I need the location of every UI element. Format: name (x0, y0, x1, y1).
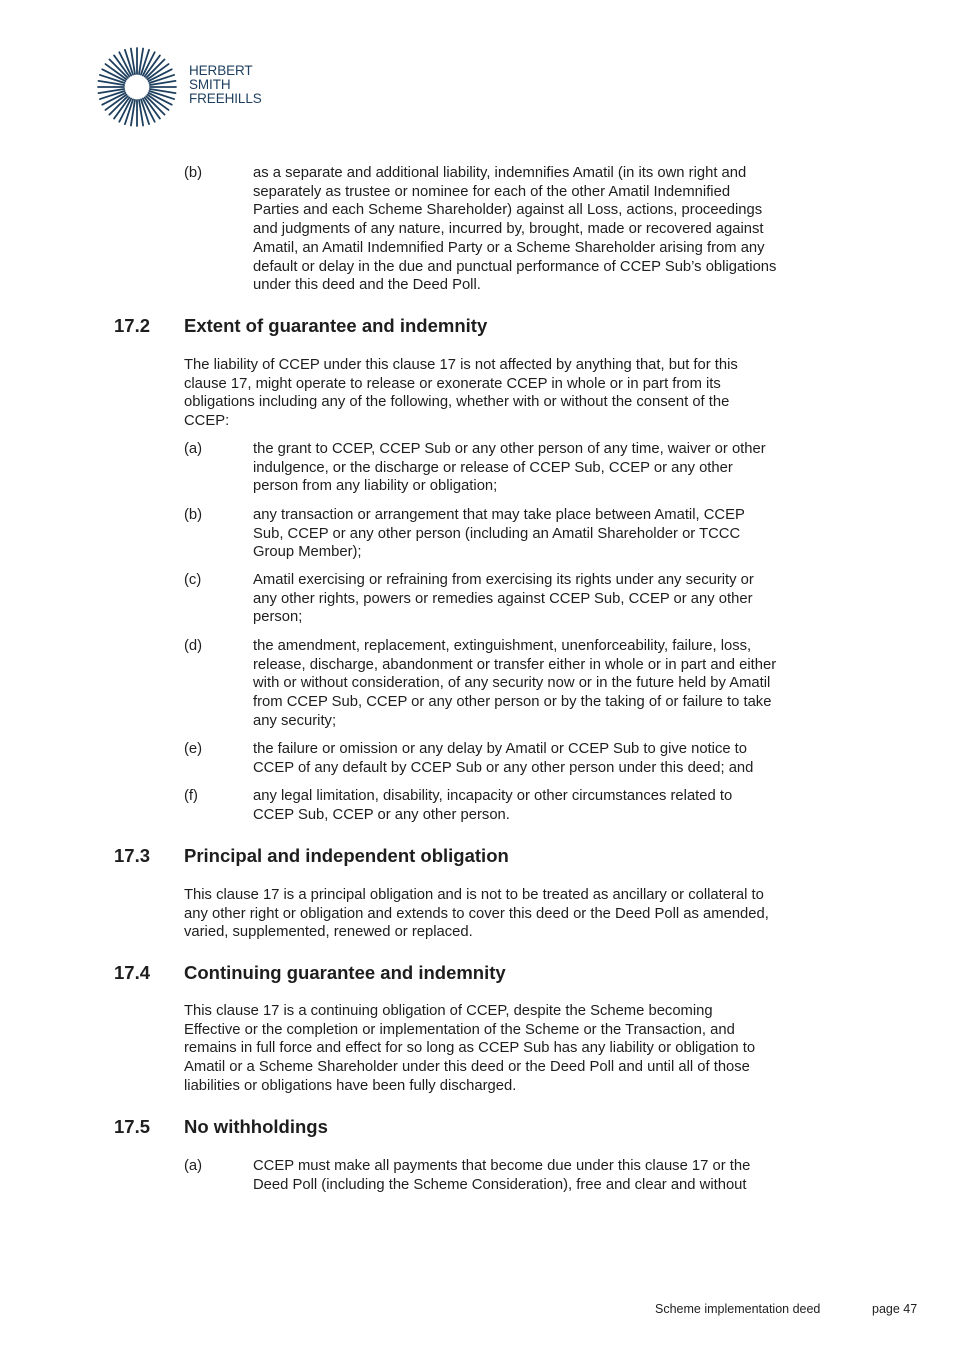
footer-doc-title: Scheme implementation deed (655, 1302, 821, 1316)
section-body (184, 886, 844, 942)
text-line: clause 17, might operate to release or exonerate CCEP in whole or in part from its (184, 375, 721, 392)
text-line: remains in full force and effect for so long as CCEP Sub has any liability or obligation to (184, 1040, 756, 1057)
text-line: release, discharge, abandonment or transfer either in whole or in part and either (253, 656, 777, 673)
text-line: from CCEP Sub, CCEP or any other person or by the taking of or failure to take (253, 694, 772, 711)
text-line: under this deed and the Deed Poll. (253, 277, 481, 294)
section-title: Extent of guarantee and indemnity (184, 315, 488, 336)
text-line: liabilities or obligations have been fully discharged. (184, 1077, 517, 1094)
item-label: (b) (184, 507, 203, 523)
text-line: any security; (253, 712, 337, 729)
text-line: varied, supplemented, renewed or replaced. (184, 924, 473, 941)
text-line: Effective or the completion or implementation of the Scheme or the Transaction, and (184, 1021, 735, 1038)
item-text (253, 164, 776, 295)
text-line: Amatil or a Scheme Shareholder under this deed or the Deed Poll and until all of those (184, 1059, 750, 1076)
text-line: the grant to CCEP, CCEP Sub or any other person of any time, waiver or other (253, 441, 766, 457)
item-text (253, 740, 753, 777)
text-line: Sub, CCEP or any other person (including an Amatil Shareholder or TCCC (253, 525, 741, 542)
item-text (253, 571, 754, 627)
firm-name-line: FREEHILLS (189, 91, 262, 106)
text-line: Parties and each Scheme Shareholder) against all Loss, actions, proceedings (253, 202, 763, 219)
text-line: Amatil exercising or refraining from exercising its rights under any security or (253, 572, 754, 588)
text-line: Group Member); (253, 544, 362, 561)
item-label: (d) (184, 638, 203, 654)
section-number: 17.4 (114, 962, 151, 983)
text-line: This clause 17 is a principal obligation and is not to be treated as ancillary or collateral to (184, 887, 764, 903)
section-number: 17.5 (114, 1116, 151, 1137)
text-line: This clause 17 is a continuing obligation of CCEP, despite the Scheme becoming (184, 1003, 713, 1019)
item-label: (e) (184, 741, 203, 757)
item-text (253, 440, 766, 496)
text-line: any legal limitation, disability, incapacity or other circumstances related to (253, 788, 733, 804)
text-line: any other right or obligation and extends to cover this deed or the Deed Poll as amended, (184, 905, 769, 922)
text-line: obligations including any of the following, whether with or without the consent of the (184, 394, 730, 411)
footer-page-number: page 47 (872, 1302, 918, 1316)
text-line: CCEP: (184, 413, 230, 430)
text-line: The liability of CCEP under this clause 17 is not affected by anything that, but for this (184, 357, 738, 373)
item-text (253, 1157, 750, 1194)
text-line: with or without consideration, of any security now or in the future held by Amatil (253, 675, 771, 692)
item-text (253, 506, 745, 562)
firm-name-line: HERBERT (189, 63, 253, 78)
section-title: Principal and independent obligation (184, 845, 509, 866)
text-line: separately as trustee or nominee for each of the other Amatil Indemnified (253, 183, 731, 200)
item-text (253, 637, 776, 731)
item-label: (c) (184, 572, 202, 588)
item-text (253, 787, 732, 824)
text-line: the amendment, replacement, extinguishment, unenforceability, failure, loss, (253, 638, 752, 654)
item-label: (b) (184, 165, 203, 181)
sunburst-logo-icon (96, 46, 178, 128)
section-body (184, 1002, 844, 1096)
text-line: as a separate and additional liability, indemnifies Amatil (in its own right and (253, 165, 747, 181)
text-line: person from any liability or obligation; (253, 478, 498, 495)
text-line: Deed Poll (including the Scheme Consideration), free and clear and without (253, 1176, 747, 1193)
section-title: No withholdings (184, 1116, 328, 1137)
text-line: indulgence, or the discharge or release of CCEP Sub, CCEP or any other (253, 459, 733, 476)
firm-logo (96, 46, 286, 126)
section-number: 17.2 (114, 315, 151, 336)
section-intro (184, 356, 844, 431)
firm-name-line: SMITH (189, 77, 231, 92)
text-line: and judgments of any nature, incurred by, brought, made or recovered against (253, 221, 764, 238)
section-title: Continuing guarantee and indemnity (184, 962, 506, 983)
text-line: any transaction or arrangement that may take place between Amatil, CCEP (253, 507, 745, 523)
text-line: CCEP must make all payments that become due under this clause 17 or the (253, 1158, 751, 1174)
item-label: (f) (184, 788, 198, 804)
text-line: default or delay in the due and punctual performance of CCEP Sub’s obligations (253, 258, 777, 275)
firm-name (189, 64, 262, 106)
text-line: person; (253, 609, 303, 626)
text-line: CCEP of any default by CCEP Sub or any other person under this deed; and (253, 759, 754, 776)
text-line: any other rights, powers or remedies against CCEP Sub, CCEP or any other (253, 590, 753, 607)
section-number: 17.3 (114, 845, 151, 866)
item-label: (a) (184, 1158, 203, 1174)
text-line: the failure or omission or any delay by Amatil or CCEP Sub to give notice to (253, 741, 748, 757)
item-label: (a) (184, 441, 203, 457)
text-line: CCEP Sub, CCEP or any other person. (253, 806, 510, 823)
text-line: Amatil, an Amatil Indemnified Party or a Scheme Shareholder arising from any (253, 239, 765, 256)
